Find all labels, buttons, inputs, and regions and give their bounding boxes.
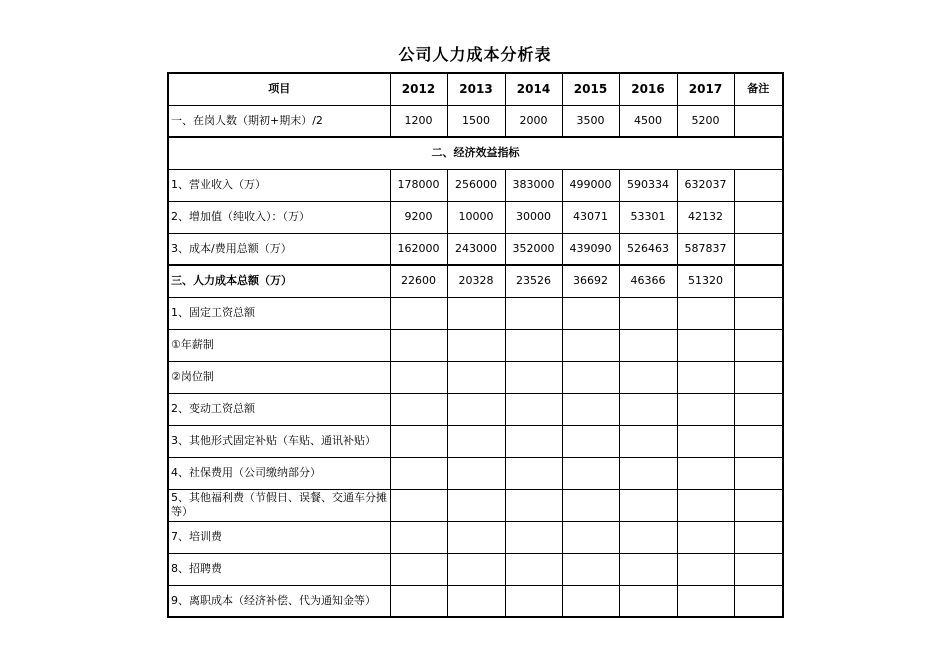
row-label[interactable]: 7、培训费: [168, 521, 390, 553]
cell-remark[interactable]: [734, 169, 783, 201]
header-year[interactable]: 2015: [562, 73, 619, 105]
header-year[interactable]: 2013: [447, 73, 505, 105]
cell-empty[interactable]: [562, 329, 619, 361]
cell-empty[interactable]: [447, 425, 505, 457]
cell-empty[interactable]: [619, 489, 677, 521]
cell-empty[interactable]: [562, 393, 619, 425]
row-detail: [168, 425, 783, 457]
header-item[interactable]: 项目: [168, 73, 390, 105]
cell-value[interactable]: 178000: [390, 169, 447, 201]
cell-empty[interactable]: [505, 585, 562, 617]
row-label[interactable]: 4、社保费用（公司缴纳部分）: [168, 457, 390, 489]
row-label[interactable]: 9、离职成本（经济补偿、代为通知金等）: [168, 585, 390, 617]
header-year[interactable]: 2012: [390, 73, 447, 105]
cell-value[interactable]: 42132: [677, 201, 734, 233]
row-detail: [168, 297, 783, 329]
cell-remark[interactable]: [734, 201, 783, 233]
row-label[interactable]: ①年薪制: [168, 329, 390, 361]
cell-empty[interactable]: [447, 521, 505, 553]
cell-empty[interactable]: [447, 297, 505, 329]
header-remark[interactable]: 备注: [734, 73, 783, 105]
cell-remark[interactable]: [734, 105, 783, 137]
row-detail: [168, 489, 783, 521]
cell-empty[interactable]: [505, 489, 562, 521]
cell-empty[interactable]: [505, 297, 562, 329]
cell-empty[interactable]: [447, 553, 505, 585]
cell-value[interactable]: 243000: [447, 233, 505, 265]
row-detail: [168, 553, 783, 585]
row-added-value: [168, 201, 783, 233]
cell-empty[interactable]: [505, 329, 562, 361]
cell-empty[interactable]: [677, 521, 734, 553]
row-label[interactable]: 3、成本/费用总额（万）: [168, 233, 390, 265]
cell-empty[interactable]: [677, 425, 734, 457]
cell-value[interactable]: 22600: [390, 265, 447, 297]
cell-empty[interactable]: [505, 457, 562, 489]
cell-remark[interactable]: [734, 329, 783, 361]
row-detail: [168, 329, 783, 361]
section-title[interactable]: 二、经济效益指标: [168, 137, 783, 169]
row-detail: [168, 457, 783, 489]
cell-remark[interactable]: [734, 265, 783, 297]
sheet-title: 公司人力成本分析表: [398, 45, 552, 64]
hr-cost-table: [167, 72, 784, 618]
cell-remark[interactable]: [734, 457, 783, 489]
cell-empty[interactable]: [562, 489, 619, 521]
row-detail: [168, 521, 783, 553]
cell-empty[interactable]: [447, 457, 505, 489]
row-cost: [168, 233, 783, 265]
cell-value[interactable]: 10000: [447, 201, 505, 233]
cell-empty[interactable]: [619, 297, 677, 329]
row-label[interactable]: 2、增加值（纯收入）：（万）: [168, 201, 390, 233]
cell-empty[interactable]: [562, 553, 619, 585]
cell-remark[interactable]: [734, 233, 783, 265]
cell-empty[interactable]: [505, 361, 562, 393]
cell-empty[interactable]: [505, 425, 562, 457]
cell-value[interactable]: 30000: [505, 201, 562, 233]
cell-empty[interactable]: [447, 329, 505, 361]
cell-empty[interactable]: [677, 329, 734, 361]
cell-empty[interactable]: [619, 393, 677, 425]
cell-remark[interactable]: [734, 521, 783, 553]
cell-empty[interactable]: [562, 425, 619, 457]
cell-empty[interactable]: [619, 457, 677, 489]
row-label[interactable]: 5、其他福利费（节假日、误餐、交通车分摊等）: [168, 489, 390, 521]
cell-value[interactable]: 20328: [447, 265, 505, 297]
cell-empty[interactable]: [619, 585, 677, 617]
cell-remark[interactable]: [734, 425, 783, 457]
cell-empty[interactable]: [619, 553, 677, 585]
cell-value[interactable]: 51320: [677, 265, 734, 297]
cell-empty[interactable]: [447, 361, 505, 393]
cell-empty[interactable]: [619, 521, 677, 553]
cell-value[interactable]: 43071: [562, 201, 619, 233]
cell-empty[interactable]: [677, 457, 734, 489]
cell-value[interactable]: 1500: [447, 105, 505, 137]
cell-empty[interactable]: [619, 361, 677, 393]
cell-empty[interactable]: [390, 393, 447, 425]
cell-empty[interactable]: [677, 361, 734, 393]
row-label[interactable]: 1、固定工资总额: [168, 297, 390, 329]
row-label[interactable]: 3、其他形式固定补贴（车贴、通讯补贴）: [168, 425, 390, 457]
cell-value[interactable]: 23526: [505, 265, 562, 297]
cell-value[interactable]: 1200: [390, 105, 447, 137]
cell-value[interactable]: 526463: [619, 233, 677, 265]
cell-empty[interactable]: [505, 521, 562, 553]
cell-empty[interactable]: [562, 297, 619, 329]
cell-remark[interactable]: [734, 585, 783, 617]
cell-empty[interactable]: [390, 297, 447, 329]
cell-empty[interactable]: [505, 553, 562, 585]
cell-value[interactable]: 439090: [562, 233, 619, 265]
row-label[interactable]: ②岗位制: [168, 361, 390, 393]
row-label[interactable]: 2、变动工资总额: [168, 393, 390, 425]
cell-empty[interactable]: [447, 489, 505, 521]
cell-empty[interactable]: [505, 393, 562, 425]
row-detail: [168, 361, 783, 393]
cell-remark[interactable]: [734, 489, 783, 521]
header-year[interactable]: 2017: [677, 73, 734, 105]
cell-empty[interactable]: [390, 457, 447, 489]
cell-empty[interactable]: [447, 585, 505, 617]
cell-value[interactable]: 383000: [505, 169, 562, 201]
cell-value[interactable]: 590334: [619, 169, 677, 201]
cell-value[interactable]: 162000: [390, 233, 447, 265]
cell-value[interactable]: 352000: [505, 233, 562, 265]
cell-empty[interactable]: [390, 489, 447, 521]
cell-remark[interactable]: [734, 361, 783, 393]
row-label[interactable]: 1、营业收入（万）: [168, 169, 390, 201]
row-label[interactable]: 三、人力成本总额（万）: [168, 265, 390, 297]
cell-value[interactable]: 46366: [619, 265, 677, 297]
cell-empty[interactable]: [619, 329, 677, 361]
cell-empty[interactable]: [619, 425, 677, 457]
row-label[interactable]: 8、招聘费: [168, 553, 390, 585]
cell-empty[interactable]: [390, 553, 447, 585]
cell-empty[interactable]: [562, 585, 619, 617]
cell-empty[interactable]: [562, 361, 619, 393]
row-detail: [168, 585, 783, 617]
cell-value[interactable]: 499000: [562, 169, 619, 201]
cell-empty[interactable]: [677, 489, 734, 521]
cell-value[interactable]: 36692: [562, 265, 619, 297]
cell-empty[interactable]: [390, 329, 447, 361]
cell-empty[interactable]: [677, 297, 734, 329]
row-label[interactable]: 一、在岗人数（期初+期末）/2: [168, 105, 390, 137]
cell-empty[interactable]: [677, 553, 734, 585]
cell-remark[interactable]: [734, 297, 783, 329]
cell-empty[interactable]: [390, 425, 447, 457]
cell-empty[interactable]: [390, 361, 447, 393]
header-row: [168, 73, 783, 105]
row-detail: [168, 393, 783, 425]
section-economic: [168, 137, 783, 169]
cell-value[interactable]: 256000: [447, 169, 505, 201]
cell-value[interactable]: 632037: [677, 169, 734, 201]
cell-value[interactable]: 587837: [677, 233, 734, 265]
header-year[interactable]: 2016: [619, 73, 677, 105]
cell-empty[interactable]: [390, 521, 447, 553]
cell-value[interactable]: 4500: [619, 105, 677, 137]
cell-value[interactable]: 53301: [619, 201, 677, 233]
header-year[interactable]: 2014: [505, 73, 562, 105]
cell-remark[interactable]: [734, 393, 783, 425]
cell-empty[interactable]: [562, 457, 619, 489]
row-headcount: [168, 105, 783, 137]
row-revenue: [168, 169, 783, 201]
cell-empty[interactable]: [447, 393, 505, 425]
cell-value[interactable]: 2000: [505, 105, 562, 137]
cell-empty[interactable]: [390, 585, 447, 617]
cell-value[interactable]: 5200: [677, 105, 734, 137]
row-hr-cost: [168, 265, 783, 297]
cell-empty[interactable]: [562, 521, 619, 553]
cell-empty[interactable]: [677, 585, 734, 617]
cell-value[interactable]: 9200: [390, 201, 447, 233]
cell-value[interactable]: 3500: [562, 105, 619, 137]
cell-remark[interactable]: [734, 553, 783, 585]
cell-empty[interactable]: [677, 393, 734, 425]
